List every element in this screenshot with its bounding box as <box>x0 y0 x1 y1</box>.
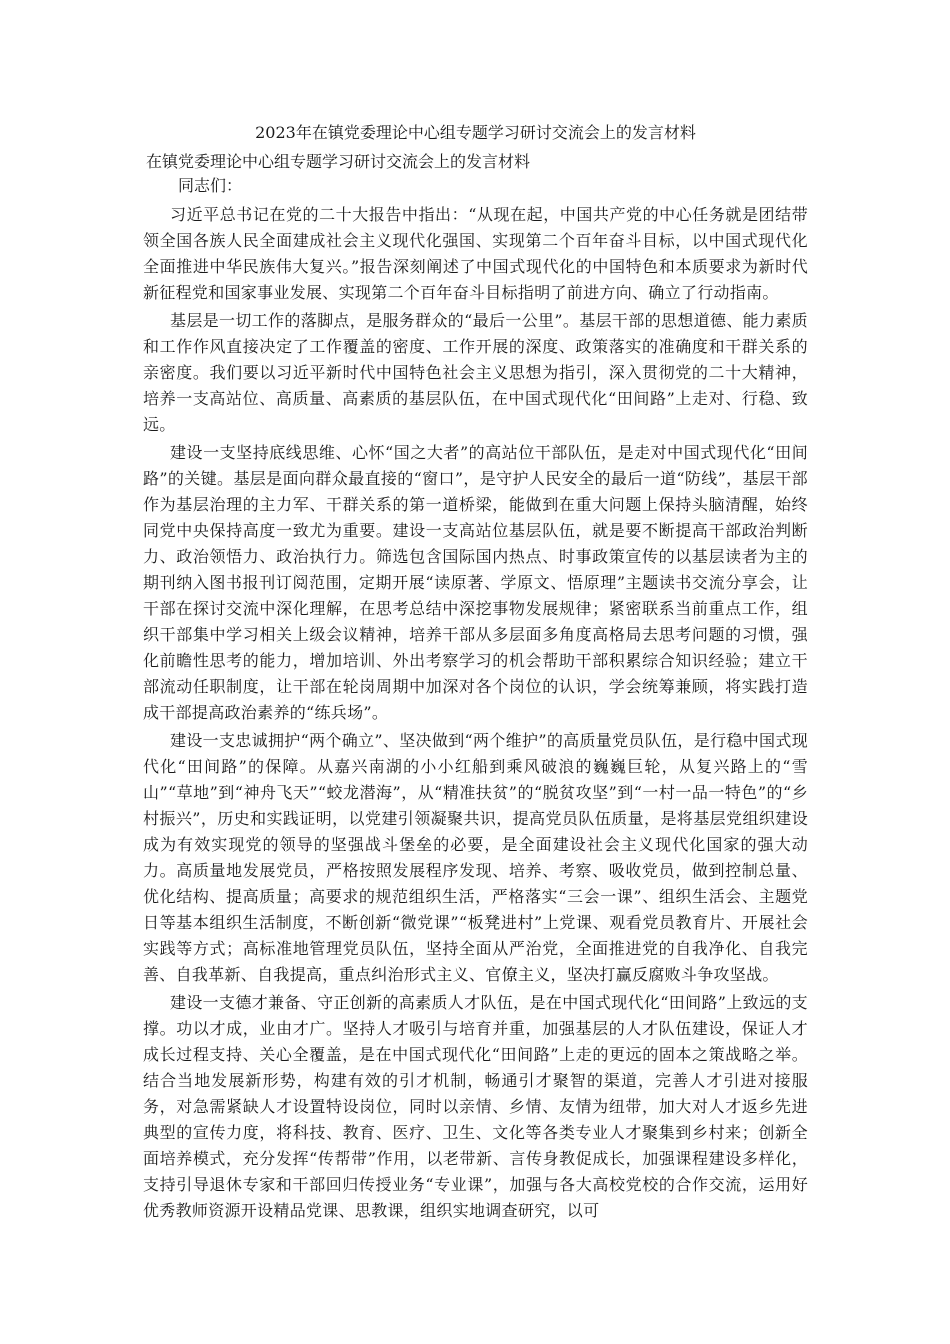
document-subtitle: 在镇党委理论中心组专题学习研讨交流会上的发言材料 <box>146 152 531 171</box>
document-title: 2023年在镇党委理论中心组专题学习研讨交流会上的发言材料 <box>255 123 696 142</box>
paragraph: 习近平总书记在党的二十大报告中指出：“从现在起，中国共产党的中心任务就是团结带领全国各族人民全面建成社会主义现代化强国、实现第二个百年奋斗目标，以中国式现代化全面推进中华民族伟大复兴。”报告深刻阐述了中国式现代化的中国特色和本质要求为新时代新征程党和国家事业发展、实现第二个百年奋斗目标指明了前进方向、确立了行动指南。 <box>143 205 808 302</box>
paragraph: 建设一支坚持底线思维、心怀“国之大者”的高站位干部队伍，是走对中国式现代化“田间路”的关键。基层是面向群众最直接的“窗口”，是守护人民安全的最后一道“防线”，基层干部作为基层治理的主力军、干群关系的第一道桥梁，能做到在重大问题上保持头脑清醒，始终同党中央保持高度一致尤为重要。建设一支高站位基层队伍，就是要不断提高干部政治判断力、政治领悟力、政治执行力。筛选包含国际国内热点、时事政策宣传的以基层读者为主的期刊纳入图书报刊订阅范围，定期开展“读原著、学原文、悟原理”主题读书交流分享会，让干部在探讨交流中深化理解，在思考总结中深挖事物发展规律；紧密联系当前重点工作，组织干部集中学习相关上级会议精神，培养干部从多层面多角度高格局去思考问题的习惯，强化前瞻性思考的能力，增加培训、外出考察学习的机会帮助干部积累综合知识经验；建立干部流动任职制度，让干部在轮岗周期中加深对各个岗位的认识，学会统筹兼顾，将实践打造成干部提高政治素养的“练兵场”。 <box>143 443 808 722</box>
paragraph: 基层是一切工作的落脚点，是服务群众的“最后一公里”。基层干部的思想道德、能力素质和工作作风直接决定了工作覆盖的密度、工作开展的深度、政策落实的准确度和干群关系的亲密度。我们要以习近平新时代中国特色社会主义思想为指引，深入贯彻党的二十大精神，培养一支高站位、高质量、高素质的基层队伍，在中国式现代化“田间路”上走对、行稳、致远。 <box>143 311 808 434</box>
salutation: 同志们： <box>178 176 243 195</box>
paragraph: 建设一支忠诚拥护“两个确立”、坚决做到“两个维护”的高质量党员队伍，是行稳中国式现代化“田间路”的保障。从嘉兴南湖的小小红船到乘风破浪的巍巍巨轮，从复兴路上的“雪山”“草地”到“神舟飞天”“蛟龙潜海”，从“精准扶贫”的“脱贫攻坚”到“一村一品一特色”的“乡村振兴”，历史和实践证明，以党建引领凝聚共识，提高党员队伍质量，是将基层党组织建设成为有效实现党的领导的坚强战斗堡垒的必要，是全面建设社会主义现代化国家的强大动力。高质量地发展党员，严格按照发展程序发现、培养、考察、吸收党员，做到控制总量、优化结构、提高质量；高要求的规范组织生活，严格落实“三会一课”、组织生活会、主题党日等基本组织生活制度，不断创新“微党课”“板凳进村”上党课、观看党员教育片、开展社会实践等方式；高标准地管理党员队伍，坚持全面从严治党，全面推进党的自我净化、自我完善、自我革新、自我提高，重点纠治形式主义、官僚主义，坚决打赢反腐败斗争攻坚战。 <box>143 731 808 984</box>
document-page <box>143 120 808 1226</box>
paragraph: 建设一支德才兼备、守正创新的高素质人才队伍，是在中国式现代化“田间路”上致远的支撑。功以才成，业由才广。坚持人才吸引与培育并重，加强基层的人才队伍建设，保证人才成长过程支持、关心全覆盖，是在中国式现代化“田间路”上走的更远的固本之策战略之举。结合当地发展新形势，构建有效的引才机制，畅通引才聚智的渠道，完善人才引进对接服务，对急需紧缺人才设置特设岗位，同时以亲情、乡情、友情为纽带，加大对人才返乡先进典型的宣传力度，将科技、教育、医疗、卫生、文化等各类专业人才聚集到乡村来；创新全面培养模式，充分发挥“传帮带”作用，以老带新、言传身教促成长，加强课程建设多样化，支持引导退休专家和干部回归传授业务“专业课”，加强与各大高校党校的合作交流，运用好优秀教师资源开设精品党课、思教课，组织实地调查研究，以可 <box>143 993 808 1220</box>
